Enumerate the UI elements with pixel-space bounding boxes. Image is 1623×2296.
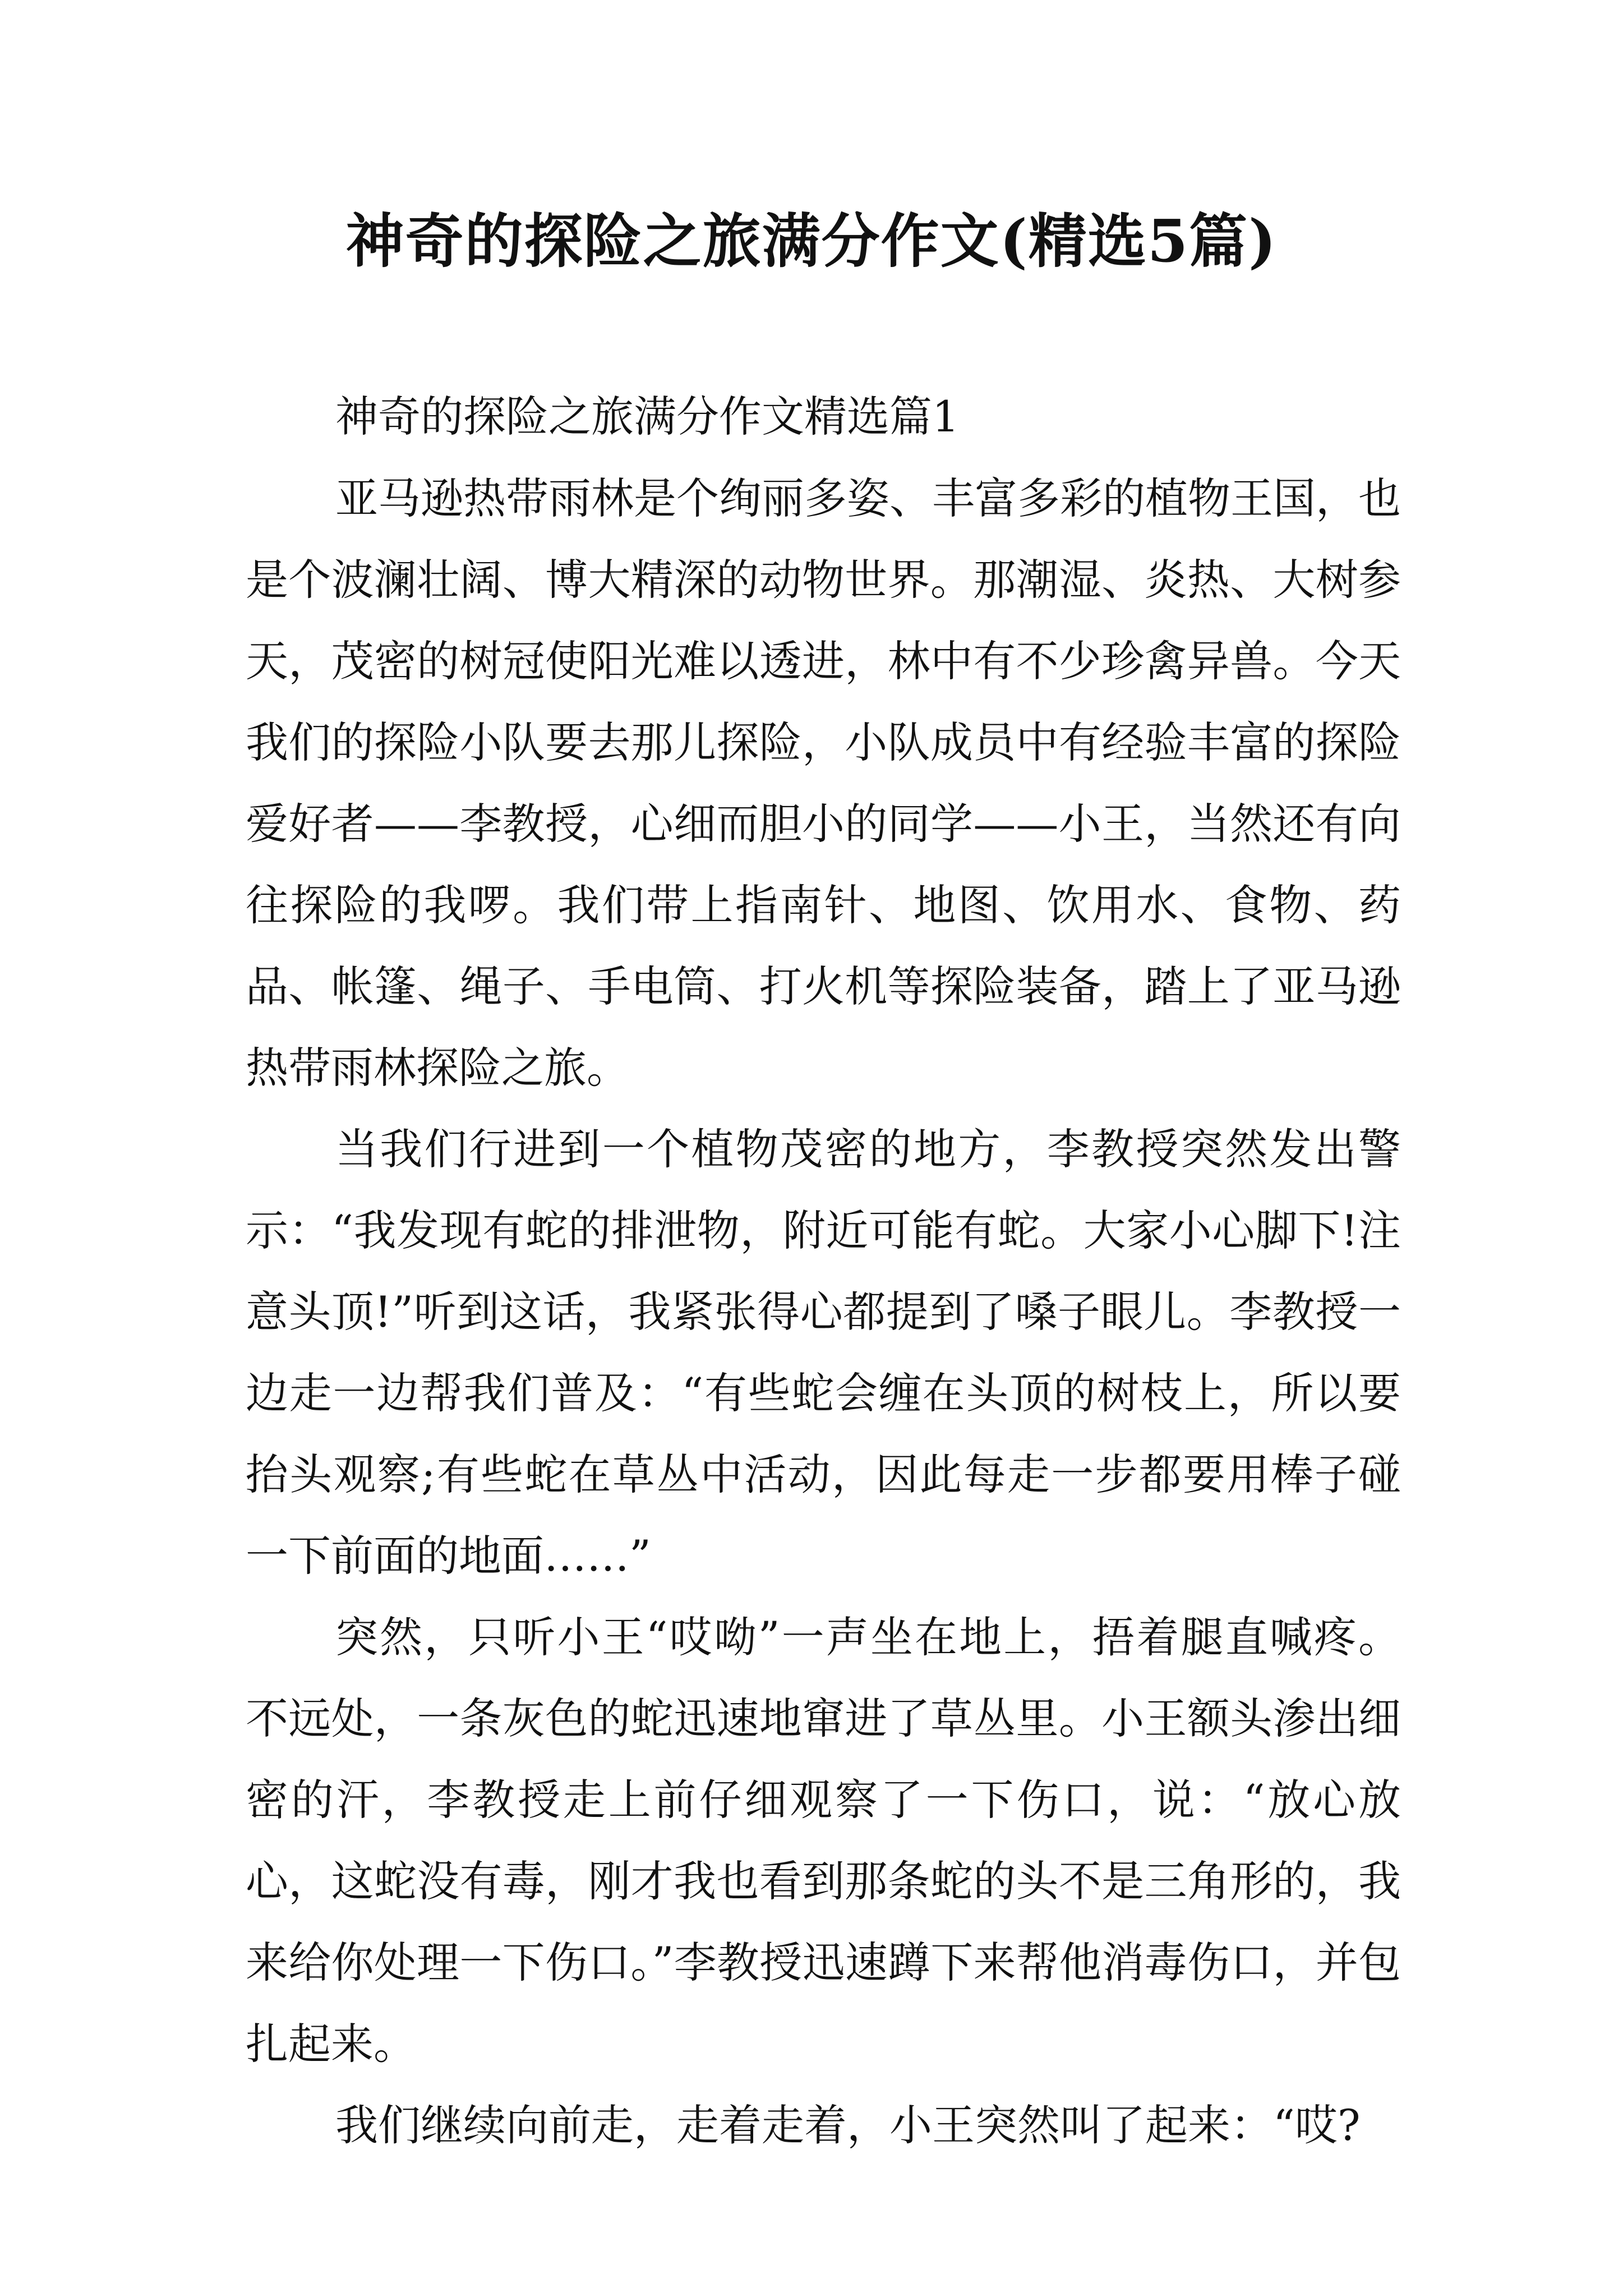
document-body xyxy=(246,376,1401,2166)
section-heading: 神奇的探险之旅满分作文精选篇1 xyxy=(335,392,960,441)
paragraph-4: 我们继续向前走，走着走着，小王突然叫了起来：“哎? xyxy=(335,2100,1361,2150)
paragraph-1: 亚马逊热带雨林是个绚丽多姿、丰富多彩的植物王国，也是个波澜壮阔、博大精深的动物世界。那潮湿、炎热、大树参天，茂密的树冠使阳光难以透进，林中有不少珍禽异兽。今天我们的探险小队要去那儿探险，小队成员中有经验丰富的探险爱好者——李教授，心细而胆小的同学——小王，当然还有向往探险的我啰。我们带上指南针、地图、饮用水、食物、药品、帐篷、绳子、手电筒、打火机等探险装备，踏上了亚马逊热带雨林探险之旅。 xyxy=(246,473,1401,1093)
document-title: 神奇的探险之旅满分作文(精选5篇) xyxy=(345,206,1278,275)
paragraph-2: 当我们行进到一个植物茂密的地方，李教授突然发出警示：“我发现有蛇的排泄物，附近可能有蛇。大家小心脚下!注意头顶!”听到这话，我紧张得心都提到了嗓子眼儿。李教授一边走一边帮我们普及：“有些蛇会缠在头顶的树枝上，所以要抬头观察;有些蛇在草丛中活动，因此每走一步都要用棒子碰一下前面的地面……” xyxy=(246,1124,1401,1581)
paragraph-3: 突然，只听小王“哎呦”一声坐在地上，捂着腿直喊疼。不远处，一条灰色的蛇迅速地窜进了草丛里。小王额头渗出细密的汗，李教授走上前仔细观察了一下伤口，说：“放心放心，这蛇没有毒，刚才我也看到那条蛇的头不是三角形的，我来给你处理一下伤口。”李教授迅速蹲下来帮他消毒伤口，并包扎起来。 xyxy=(246,1612,1401,2069)
